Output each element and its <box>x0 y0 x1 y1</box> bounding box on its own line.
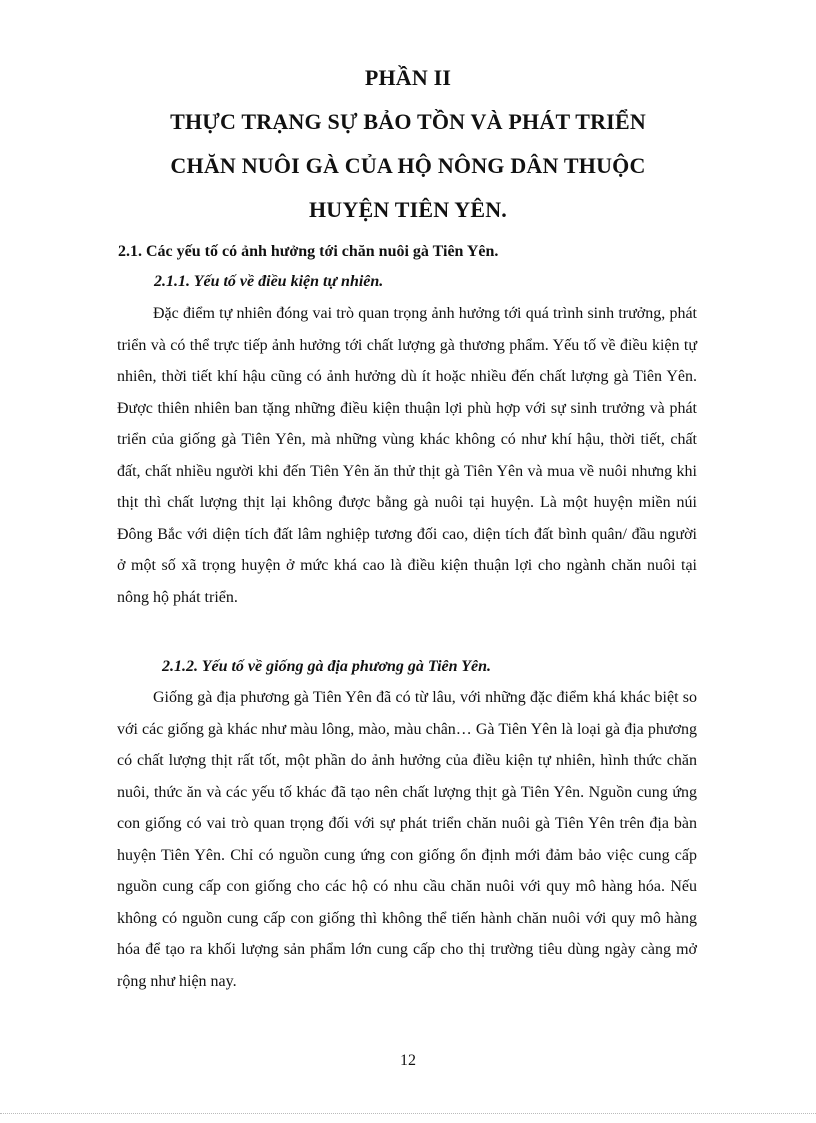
chapter-title-line-3: HUYỆN TIÊN YÊN. <box>309 197 507 222</box>
page-bottom-divider <box>0 1113 816 1114</box>
section-heading-2-1: 2.1. Các yếu tố có ảnh hưởng tới chăn nuôi gà Tiên Yên. <box>118 243 499 260</box>
subsection-heading-2-1-1: 2.1.1. Yếu tố về điều kiện tự nhiên. <box>154 273 384 290</box>
part-title: PHẦN II <box>364 65 452 90</box>
subsection-heading-2-1-2: 2.1.2. Yếu tố về giống gà địa phương gà Tiên Yên. <box>162 658 491 675</box>
paragraph-local-breed: Giống gà địa phương gà Tiên Yên đã có từ lâu, với những đặc điểm khá khác biệt so với các giống gà khác như màu lông, mào, màu chân… Gà Tiên Yên là loại gà địa phương có chất lượng thịt rất tốt, một phần do ảnh hưởng của điều kiện tự nhiên, hình thức chăn nuôi, thức ăn và các yếu tố khác đã tạo nên chất lượng thịt gà Tiên Yên. Nguồn cung ứng con giống có vai trò quan trọng đối với sự phát triển chăn nuôi gà Tiên Yên trên địa bàn huyện Tiên Yên. Chỉ có nguồn cung ứng con giống ổn định mới đảm bảo việc cung cấp nguồn cung cấp con giống cho các hộ có nhu cầu chăn nuôi với quy mô hàng hóa. Nếu không có nguồn cung cấp con giống thì không thể tiến hành chăn nuôi với quy mô hàng hóa để tạo ra khối lượng sản phẩm lớn cung cấp cho thị trường tiêu dùng ngày càng mở rộng như hiện nay. <box>117 689 697 990</box>
paragraph-natural-conditions: Đặc điểm tự nhiên đóng vai trò quan trọng ảnh hưởng tới quá trình sinh trưởng, phát triển và có thể trực tiếp ảnh hưởng tới chất lượng gà thương phẩm. Yếu tố về điều kiện tự nhiên, thời tiết khí hậu cũng có ảnh hưởng dù ít hoặc nhiều đến chất lượng gà Tiên Yên. Được thiên nhiên ban tặng những điều kiện thuận lợi phù hợp với sự sinh trưởng và phát triển của giống gà Tiên Yên, mà những vùng khác không có như khí hậu, thời tiết, chất đất, chất nhiều người khi đến Tiên Yên ăn thử thịt gà Tiên Yên và mua về nuôi nhưng khi thịt thì chất lượng thịt lại không được bằng gà nuôi tại huyện. Là một huyện miền núi Đông Bắc với diện tích đất lâm nghiệp tương đối cao, diện tích đất bình quân/ đầu người ở một số xã trọng huyện ở mức khá cao là điều kiện thuận lợi cho ngành chăn nuôi tại nông hộ phát triển. <box>117 305 697 606</box>
page-number: 12 <box>400 1052 416 1069</box>
chapter-title-line-2: CHĂN NUÔI GÀ CỦA HỘ NÔNG DÂN THUỘC <box>170 153 646 178</box>
chapter-title-line-1: THỰC TRẠNG SỰ BẢO TỒN VÀ PHÁT TRIỂN <box>170 109 646 134</box>
